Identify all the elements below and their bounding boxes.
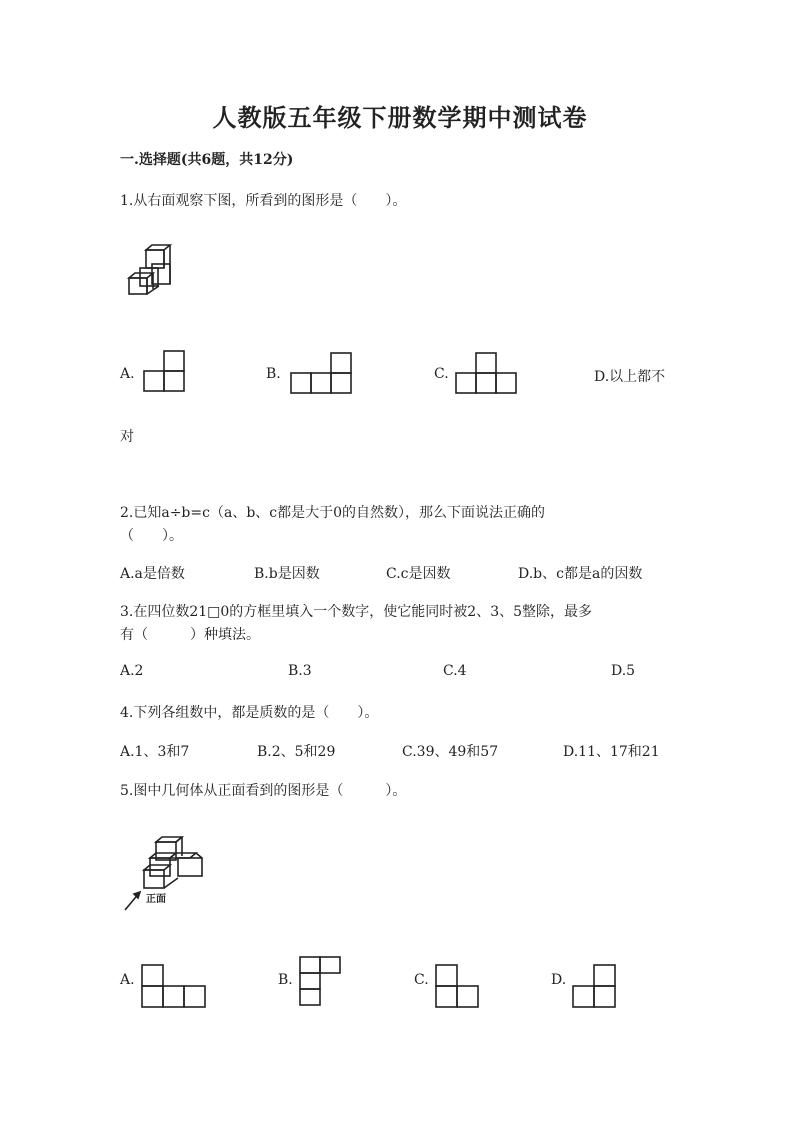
q5-option-c-figure bbox=[435, 964, 479, 1008]
q2-option-a: A.a是倍数 bbox=[120, 566, 185, 582]
q4-option-a: A.1、3和7 bbox=[120, 744, 190, 760]
q5-option-b-label: B. bbox=[278, 972, 293, 988]
q2-stem-line2: （ ）。 bbox=[120, 528, 183, 544]
q3-stem-line1: 3.在四位数21□0的方框里填入一个数字，使它能同时被2、3、5整除，最多 bbox=[120, 604, 593, 620]
q4-option-c: C.39、49和57 bbox=[402, 744, 499, 760]
q1-solid-figure bbox=[126, 244, 176, 299]
section-heading: 一.选择题(共6题，共12分) bbox=[120, 152, 294, 168]
q1-option-c-figure bbox=[455, 352, 519, 394]
q1-option-d-continued: 对 bbox=[120, 429, 134, 445]
q5-option-b-figure bbox=[299, 956, 343, 1006]
q5-option-c-label: C. bbox=[414, 972, 429, 988]
q4-option-d: D.11、17和21 bbox=[563, 744, 660, 760]
q4-option-b: B.2、5和29 bbox=[257, 744, 336, 760]
q2-stem-line1: 2.已知a÷b=c（a、b、c都是大于0的自然数），那么下面说法正确的 bbox=[120, 505, 546, 521]
q1-stem: 1.从右面观察下图，所看到的图形是（ ）。 bbox=[120, 193, 407, 209]
q1-option-a-figure bbox=[143, 350, 187, 392]
q1-option-d: D.以上都不 bbox=[594, 369, 666, 385]
q1-option-b-figure bbox=[290, 352, 354, 394]
q5-front-label: 正面 bbox=[146, 894, 166, 905]
q5-option-d-label: D. bbox=[551, 972, 567, 988]
q1-option-b-label: B. bbox=[266, 366, 281, 382]
q1-option-c-label: C. bbox=[434, 366, 449, 382]
q2-option-d: D.b、c都是a的因数 bbox=[518, 566, 643, 582]
q2-option-b: B.b是因数 bbox=[254, 566, 320, 582]
q4-stem: 4.下列各组数中，都是质数的是（ ）。 bbox=[120, 705, 379, 721]
q5-stem: 5.图中几何体从正面看到的图形是（ ）。 bbox=[120, 783, 407, 799]
page-title: 人教版五年级下册数学期中测试卷 bbox=[212, 103, 588, 132]
q3-option-a: A.2 bbox=[120, 663, 144, 679]
q5-option-a-figure bbox=[141, 964, 207, 1008]
q3-option-d: D.5 bbox=[611, 663, 636, 679]
q3-option-c: C.4 bbox=[443, 663, 467, 679]
q1-option-a-label: A. bbox=[120, 366, 135, 382]
q2-option-c: C.c是因数 bbox=[386, 566, 451, 582]
q5-option-d-figure bbox=[572, 964, 616, 1008]
q3-option-b: B.3 bbox=[288, 663, 312, 679]
q5-option-a-label: A. bbox=[120, 972, 135, 988]
q5-solid-figure bbox=[122, 834, 212, 914]
q3-stem-line2: 有（ ）种填法。 bbox=[120, 627, 260, 643]
